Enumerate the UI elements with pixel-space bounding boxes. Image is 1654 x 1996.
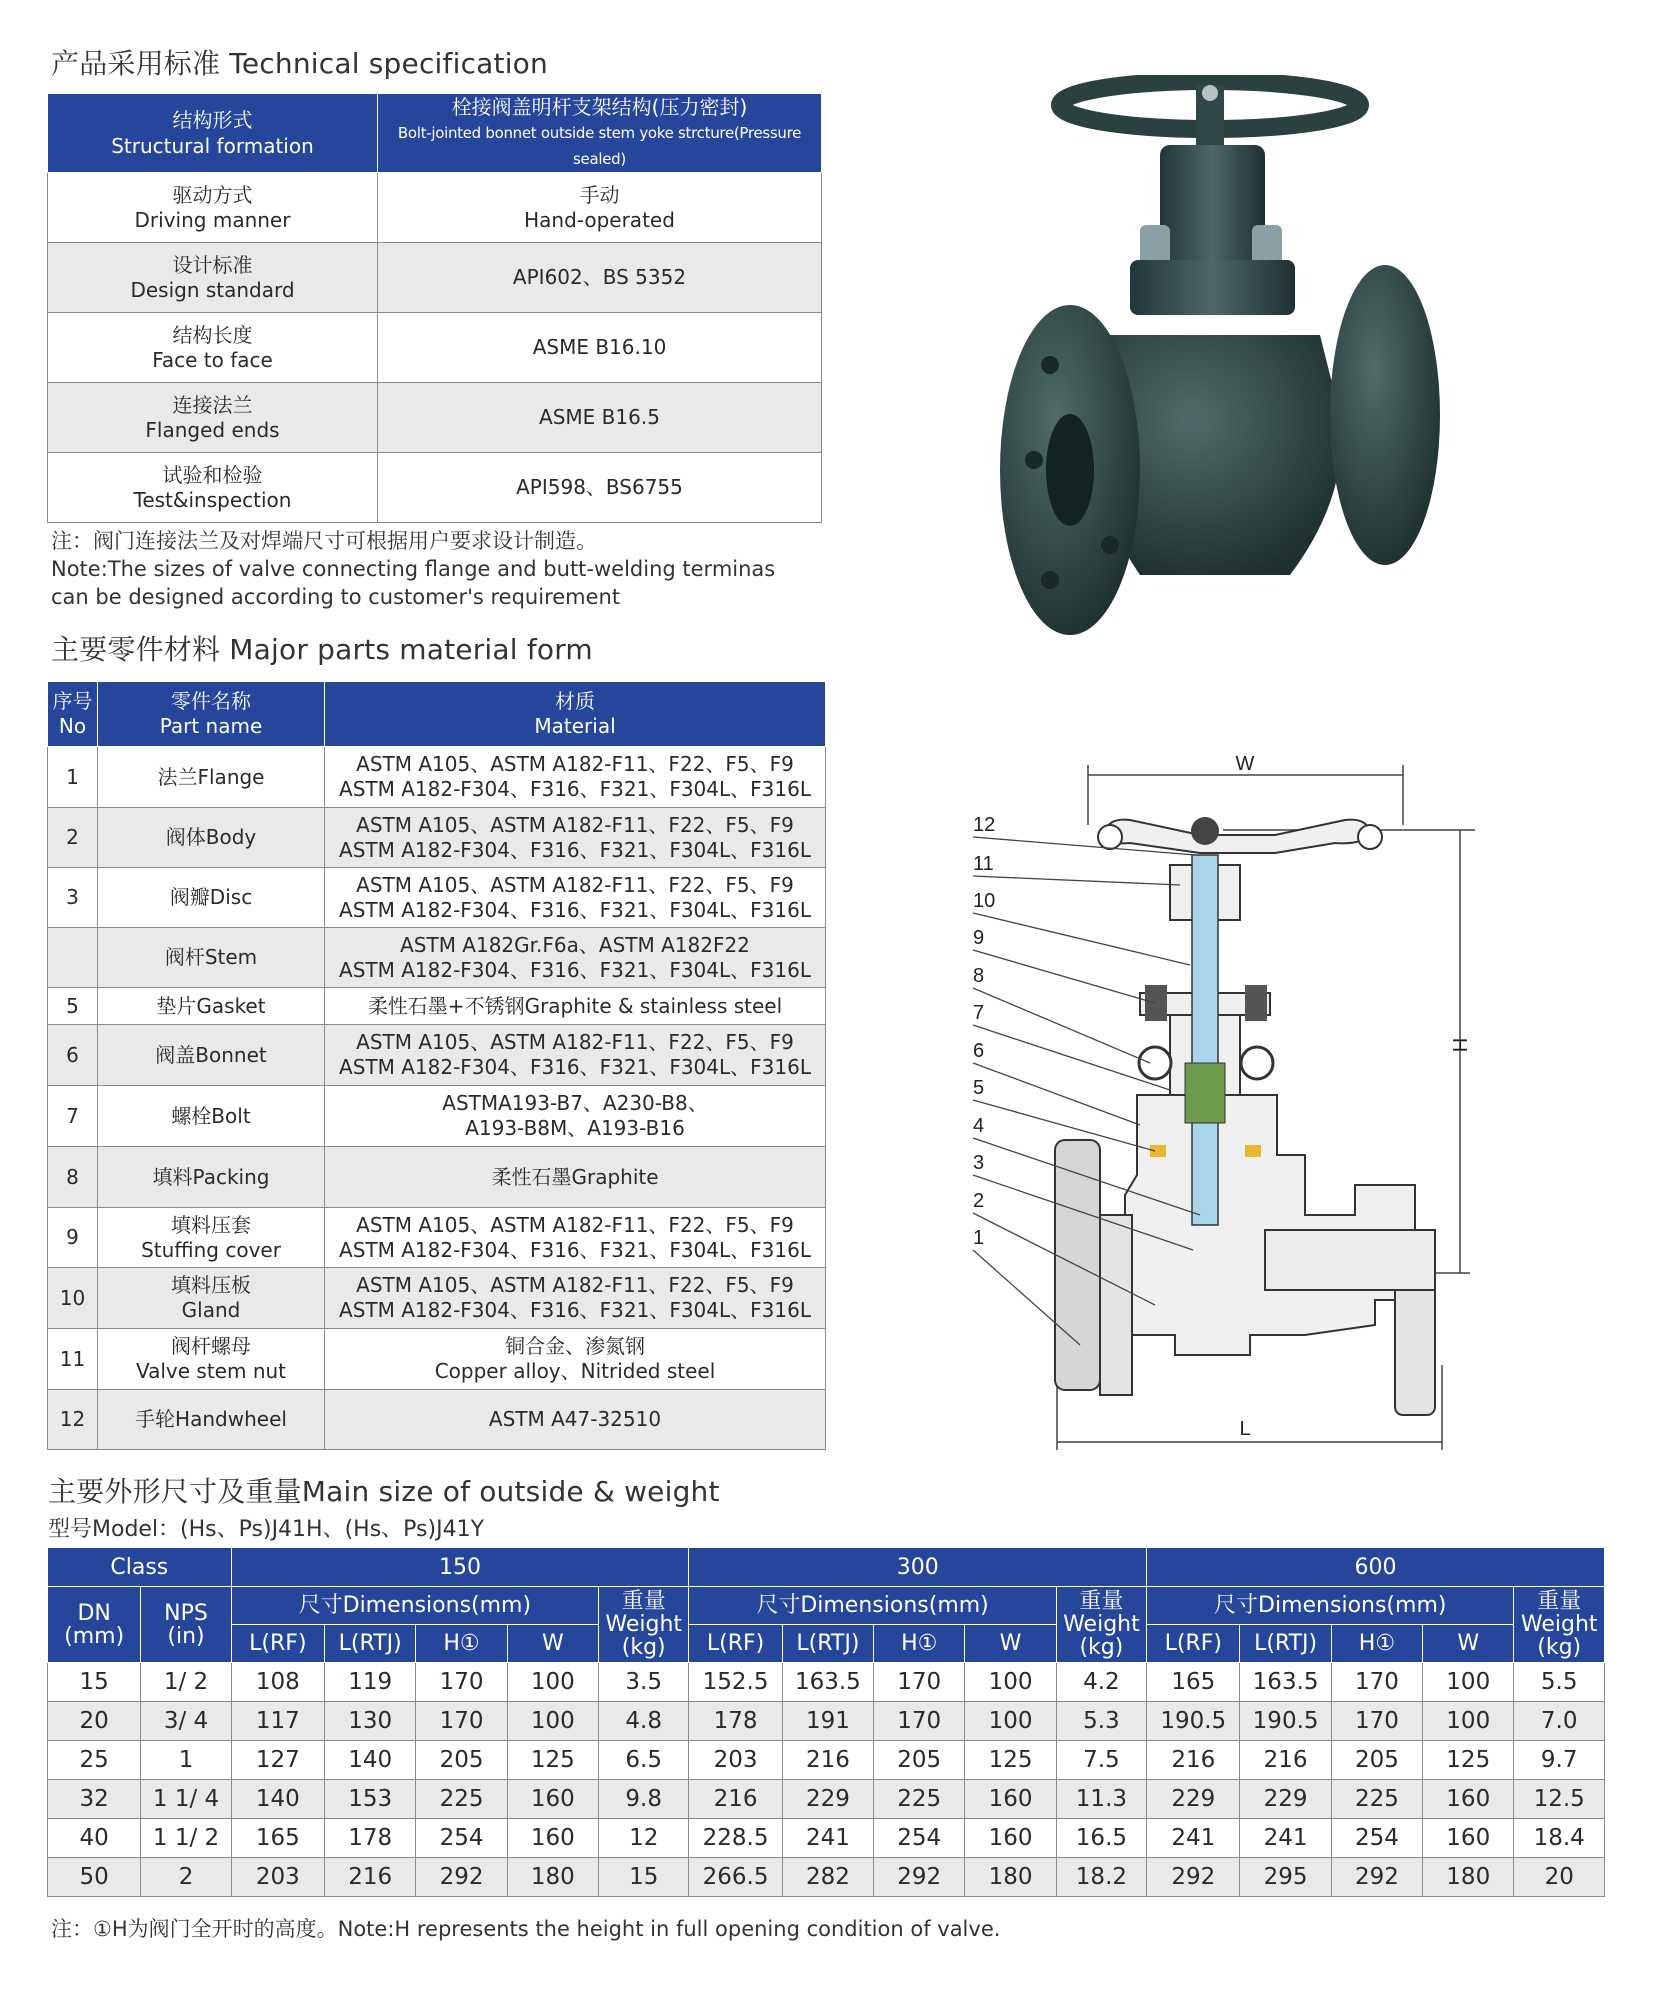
table-cell: 20 bbox=[1514, 1858, 1605, 1897]
spec-header-left bbox=[48, 94, 378, 173]
table-cell: 119 bbox=[325, 1663, 416, 1702]
eyebolt-right bbox=[1241, 1047, 1273, 1079]
dim-w-label: W bbox=[1235, 753, 1255, 775]
table-cell: 18.2 bbox=[1056, 1858, 1146, 1897]
note-cn: 注：阀门连接法兰及对焊端尺寸可根据用户要求设计制造。 bbox=[51, 529, 597, 553]
dn-unit: (mm) bbox=[64, 1623, 125, 1649]
table-cell: 130 bbox=[325, 1702, 416, 1741]
weight-en: Weight bbox=[1063, 1612, 1140, 1637]
part-name: 阀盖Bonnet bbox=[155, 1042, 267, 1067]
table-cell: 160 bbox=[965, 1819, 1056, 1858]
weight-cn: 重量 bbox=[621, 1589, 666, 1614]
table-row bbox=[48, 1741, 1605, 1780]
weight-en: Weight bbox=[605, 1612, 683, 1637]
header-no-cn: 序号 bbox=[52, 689, 93, 713]
class-label: Class bbox=[48, 1548, 232, 1587]
class-150: 150 bbox=[231, 1548, 689, 1587]
table-cell: 178 bbox=[689, 1702, 782, 1741]
material-line1: ASTM A105、ASTM A182-F11、F22、F5、F9 bbox=[356, 872, 794, 897]
part-name-en: Gland bbox=[181, 1298, 241, 1322]
table-cell: 40 bbox=[48, 1819, 141, 1858]
bolt-hole bbox=[1041, 356, 1059, 374]
handwheel-rim-right bbox=[1358, 825, 1382, 849]
material-line1: ASTM A105、ASTM A182-F11、F22、F5、F9 bbox=[356, 1212, 794, 1237]
table-cell: 18.4 bbox=[1514, 1819, 1605, 1858]
dim-h-label: H bbox=[1448, 1037, 1470, 1053]
table-row bbox=[48, 1663, 1605, 1702]
material-line2: ASTM A182-F304、F316、F321、F304L、F316L bbox=[339, 777, 811, 801]
bolt-hole bbox=[1101, 536, 1119, 554]
table-cell: 140 bbox=[231, 1780, 324, 1819]
class-600: 600 bbox=[1147, 1548, 1605, 1587]
weight-en: Weight bbox=[1520, 1612, 1598, 1637]
header-cn: 栓接阀盖明杆支架结构(压力密封) bbox=[451, 95, 748, 119]
part-no: 3 bbox=[48, 868, 98, 928]
table-cell: 254 bbox=[416, 1819, 507, 1858]
table-cell: 205 bbox=[874, 1741, 965, 1780]
table-cell: 170 bbox=[874, 1702, 965, 1741]
table-cell: 100 bbox=[965, 1702, 1056, 1741]
table-cell: 152.5 bbox=[689, 1663, 782, 1702]
col-h: H① bbox=[874, 1625, 965, 1663]
material-line1: ASTM A105、ASTM A182-F11、F22、F5、F9 bbox=[356, 1030, 794, 1054]
table-cell: 32 bbox=[48, 1780, 141, 1819]
material-line2: ASTM A182-F304、F316、F321、F304L、F316L bbox=[339, 1055, 811, 1079]
col-h: H① bbox=[1331, 1625, 1422, 1663]
flange-right bbox=[1330, 265, 1440, 565]
callout-6: 6 bbox=[973, 1040, 985, 1062]
table-cell: 254 bbox=[1331, 1819, 1422, 1858]
table-cell: 1/ 2 bbox=[141, 1663, 231, 1702]
part-no: 2 bbox=[48, 808, 98, 868]
col-l-rtj: L(RTJ) bbox=[325, 1625, 416, 1663]
spec-header-right bbox=[378, 94, 822, 173]
spec-row bbox=[48, 313, 822, 383]
material-line1: 柔性石墨+不锈钢Graphite & stainless steel bbox=[367, 993, 783, 1018]
part-no: 8 bbox=[48, 1147, 98, 1208]
material-line1: ASTM A105、ASTM A182-F11、F22、F5、F9 bbox=[356, 752, 794, 776]
material-line1: ASTMA193-B7、A230-B8、 bbox=[442, 1091, 708, 1115]
table-cell: 12 bbox=[599, 1819, 689, 1858]
col-h: H① bbox=[416, 1625, 507, 1663]
table-cell: 4.8 bbox=[599, 1702, 689, 1741]
part-name: 螺栓Bolt bbox=[171, 1103, 251, 1128]
table-cell: 216 bbox=[1240, 1741, 1331, 1780]
parts-title: 主要零件材料 Major parts material form bbox=[51, 633, 593, 666]
table-cell: 4.2 bbox=[1056, 1663, 1146, 1702]
table-cell: 140 bbox=[325, 1741, 416, 1780]
callout-8: 8 bbox=[973, 965, 985, 987]
table-cell: 100 bbox=[1423, 1702, 1514, 1741]
part-no: 7 bbox=[48, 1086, 98, 1147]
material-line2: ASTM A182-F304、F316、F321、F304L、F316L bbox=[339, 837, 811, 862]
table-cell: 241 bbox=[1240, 1819, 1331, 1858]
spec-row bbox=[48, 243, 822, 313]
row-label-en: Driving manner bbox=[134, 207, 291, 232]
table-cell: 203 bbox=[231, 1858, 324, 1897]
row-label-cn: 结构长度 bbox=[172, 322, 253, 347]
yoke bbox=[1160, 145, 1265, 265]
part-no bbox=[48, 928, 98, 988]
part-name: 法兰Flange bbox=[157, 764, 265, 789]
row-label-en: Test&inspection bbox=[133, 487, 292, 512]
table-cell: 117 bbox=[231, 1702, 324, 1741]
table-cell: 229 bbox=[1147, 1780, 1240, 1819]
dims-header-col-row bbox=[48, 1625, 1605, 1663]
table-cell: 125 bbox=[965, 1741, 1056, 1780]
eyebolt-left bbox=[1139, 1047, 1171, 1079]
table-cell: 100 bbox=[507, 1702, 598, 1741]
table-cell: 100 bbox=[1423, 1663, 1514, 1702]
weight-unit: (kg) bbox=[1537, 1635, 1582, 1660]
parts-row bbox=[48, 928, 826, 988]
table-cell: 292 bbox=[1147, 1858, 1240, 1897]
table-cell: 225 bbox=[416, 1780, 507, 1819]
dims-footnote: 注：①H为阀门全开时的高度。Note:H represents the height in full opening condition of valve. bbox=[51, 1917, 1001, 1941]
table-cell: 1 1/ 2 bbox=[141, 1819, 231, 1858]
material-line1: ASTM A47-32510 bbox=[488, 1407, 662, 1431]
dimensions-label: 尺寸Dimensions(mm) bbox=[1147, 1587, 1514, 1625]
header-cn: 结构形式 bbox=[172, 108, 253, 132]
table-cell: 225 bbox=[1331, 1780, 1422, 1819]
table-cell: 15 bbox=[48, 1663, 141, 1702]
table-cell: 127 bbox=[231, 1741, 324, 1780]
parts-row bbox=[48, 747, 826, 808]
col-w: W bbox=[1423, 1625, 1514, 1663]
callout-10: 10 bbox=[973, 890, 996, 912]
part-no: 5 bbox=[48, 988, 98, 1025]
parts-row bbox=[48, 1268, 826, 1329]
table-cell: 216 bbox=[689, 1780, 782, 1819]
table-cell: 160 bbox=[507, 1819, 598, 1858]
row-value: 手动 bbox=[579, 182, 620, 207]
material-line1: 柔性石墨Graphite bbox=[491, 1164, 659, 1189]
parts-row bbox=[48, 1086, 826, 1147]
table-row bbox=[48, 1858, 1605, 1897]
part-no: 1 bbox=[48, 747, 98, 808]
table-cell: 205 bbox=[416, 1741, 507, 1780]
col-w: W bbox=[965, 1625, 1056, 1663]
dn-label: DN bbox=[77, 1600, 111, 1626]
header-en: Structural formation bbox=[111, 134, 314, 158]
part-name-en: Stuffing cover bbox=[141, 1237, 281, 1262]
part-name-en: Valve stem nut bbox=[135, 1359, 287, 1383]
row-label-en: Face to face bbox=[152, 347, 273, 372]
part-no: 12 bbox=[48, 1390, 98, 1450]
col-l-rtj: L(RTJ) bbox=[1240, 1625, 1331, 1663]
parts-row bbox=[48, 1208, 826, 1268]
table-cell: 100 bbox=[507, 1663, 598, 1702]
table-cell: 170 bbox=[874, 1663, 965, 1702]
material-line2: Copper alloy、Nitrided steel bbox=[434, 1359, 716, 1383]
parts-row bbox=[48, 808, 826, 868]
part-name: 阀杆螺母 bbox=[171, 1334, 251, 1358]
stem bbox=[1192, 855, 1218, 1225]
gasket-right bbox=[1245, 1145, 1261, 1157]
table-cell: 100 bbox=[965, 1663, 1056, 1702]
table-cell: 15 bbox=[599, 1858, 689, 1897]
row-value: API602、BS 5352 bbox=[512, 265, 687, 289]
dims-model: 型号Model：(Hs、Ps)J41H、(Hs、Ps)J41Y bbox=[48, 1517, 485, 1542]
table-cell: 295 bbox=[1240, 1858, 1331, 1897]
handwheel bbox=[1060, 81, 1360, 145]
part-name: 填料压板 bbox=[171, 1273, 251, 1297]
material-line1: 铜合金、渗氮钢 bbox=[505, 1334, 645, 1358]
stem-nut bbox=[1191, 817, 1219, 845]
table-cell: 165 bbox=[231, 1819, 324, 1858]
weight-unit: (kg) bbox=[1079, 1635, 1124, 1660]
table-cell: 254 bbox=[874, 1819, 965, 1858]
part-name: 阀体Body bbox=[165, 825, 257, 849]
valve-photo bbox=[990, 75, 1470, 675]
weight-cn: 重量 bbox=[1537, 1589, 1582, 1614]
table-cell: 229 bbox=[1240, 1780, 1331, 1819]
dims-header-class-row bbox=[48, 1548, 1605, 1587]
dimensions-label: 尺寸Dimensions(mm) bbox=[689, 1587, 1056, 1625]
table-cell: 50 bbox=[48, 1858, 141, 1897]
table-cell: 160 bbox=[507, 1780, 598, 1819]
table-cell: 125 bbox=[1423, 1741, 1514, 1780]
material-line1: ASTM A105、ASTM A182-F11、F22、F5、F9 bbox=[356, 812, 794, 837]
table-cell: 180 bbox=[965, 1858, 1056, 1897]
header-part-en: Part name bbox=[159, 714, 263, 738]
table-cell: 11.3 bbox=[1056, 1780, 1146, 1819]
callout-3: 3 bbox=[973, 1152, 985, 1174]
table-cell: 170 bbox=[416, 1663, 507, 1702]
bolt-left bbox=[1140, 225, 1170, 265]
row-value-en: Hand-operated bbox=[524, 207, 675, 232]
parts-row bbox=[48, 1147, 826, 1208]
callout-7: 7 bbox=[973, 1002, 985, 1024]
row-label-cn: 试验和检验 bbox=[162, 462, 263, 487]
table-cell: 292 bbox=[874, 1858, 965, 1897]
table-cell: 170 bbox=[416, 1702, 507, 1741]
part-name: 手轮Handwheel bbox=[135, 1407, 287, 1431]
table-row bbox=[48, 1819, 1605, 1858]
table-cell: 3.5 bbox=[599, 1663, 689, 1702]
material-line2: ASTM A182-F304、F316、F321、F304L、F316L bbox=[339, 1298, 811, 1322]
table-cell: 163.5 bbox=[782, 1663, 873, 1702]
part-name: 垫片Gasket bbox=[156, 993, 266, 1018]
parts-row bbox=[48, 1329, 826, 1390]
header-no-en: No bbox=[58, 714, 87, 738]
row-label-cn: 驱动方式 bbox=[172, 182, 253, 207]
table-cell: 191 bbox=[782, 1702, 873, 1741]
note-en-line1: Note:The sizes of valve connecting flange and butt-welding terminas bbox=[51, 557, 776, 581]
parts-header-row bbox=[48, 682, 826, 747]
bolt-nut-right bbox=[1245, 985, 1267, 1021]
table-cell: 266.5 bbox=[689, 1858, 782, 1897]
col-l-rtj: L(RTJ) bbox=[782, 1625, 873, 1663]
material-line2: ASTM A182-F304、F316、F321、F304L、F316L bbox=[339, 897, 811, 922]
valve-section bbox=[1055, 820, 1435, 1415]
table-cell: 178 bbox=[325, 1819, 416, 1858]
table-cell: 216 bbox=[782, 1741, 873, 1780]
table-cell: 3/ 4 bbox=[141, 1702, 231, 1741]
class-300: 300 bbox=[689, 1548, 1147, 1587]
table-cell: 9.8 bbox=[599, 1780, 689, 1819]
table-cell: 9.7 bbox=[1514, 1741, 1605, 1780]
col-w: W bbox=[507, 1625, 598, 1663]
spec-row bbox=[48, 383, 822, 453]
spec-row bbox=[48, 453, 822, 523]
table-cell: 190.5 bbox=[1147, 1702, 1240, 1741]
spec-row bbox=[48, 173, 822, 243]
table-cell: 292 bbox=[416, 1858, 507, 1897]
table-cell: 292 bbox=[1331, 1858, 1422, 1897]
table-cell: 12.5 bbox=[1514, 1780, 1605, 1819]
spec-title: 产品采用标准 Technical specification bbox=[51, 47, 548, 80]
spec-table bbox=[47, 93, 822, 523]
parts-row bbox=[48, 1025, 826, 1086]
row-value: ASME B16.5 bbox=[539, 405, 660, 429]
callout-11: 11 bbox=[973, 853, 994, 875]
bonnet bbox=[1130, 260, 1295, 315]
table-cell: 160 bbox=[1423, 1780, 1514, 1819]
table-cell: 180 bbox=[507, 1858, 598, 1897]
dims-title: 主要外形尺寸及重量Main size of outside & weight bbox=[48, 1475, 720, 1508]
table-cell: 190.5 bbox=[1240, 1702, 1331, 1741]
table-cell: 2 bbox=[141, 1858, 231, 1897]
table-cell: 229 bbox=[782, 1780, 873, 1819]
table-cell: 153 bbox=[325, 1780, 416, 1819]
table-cell: 160 bbox=[965, 1780, 1056, 1819]
table-cell: 25 bbox=[48, 1741, 141, 1780]
nps-label: NPS bbox=[164, 1600, 208, 1626]
bolt-nut-left bbox=[1145, 985, 1167, 1021]
table-cell: 20 bbox=[48, 1702, 141, 1741]
row-label-en: Design standard bbox=[130, 277, 295, 302]
header-material-en: Material bbox=[534, 714, 616, 738]
sectional-drawing bbox=[955, 745, 1475, 1465]
dims-header-group-row bbox=[48, 1587, 1605, 1625]
part-name: 阀瓣Disc bbox=[169, 885, 253, 909]
nps-unit: (in) bbox=[167, 1623, 205, 1649]
material-line2: A193-B8M、A193-B16 bbox=[465, 1116, 685, 1140]
spec-header-row bbox=[48, 94, 822, 173]
table-row bbox=[48, 1780, 1605, 1819]
parts-row bbox=[48, 868, 826, 928]
parts-table bbox=[47, 681, 826, 1450]
dimensions-label: 尺寸Dimensions(mm) bbox=[231, 1587, 598, 1625]
bolt-right bbox=[1252, 225, 1282, 265]
table-cell: 160 bbox=[1423, 1819, 1514, 1858]
dim-l-label: L bbox=[1239, 1418, 1251, 1440]
table-cell: 216 bbox=[1147, 1741, 1240, 1780]
material-line1: ASTM A182Gr.F6a、ASTM A182F22 bbox=[400, 932, 750, 957]
part-name: 填料压套 bbox=[171, 1212, 251, 1237]
header-en: Bolt-jointed bonnet outside stem yoke strcture(Pressure sealed) bbox=[397, 124, 802, 168]
table-cell: 5.3 bbox=[1056, 1702, 1146, 1741]
table-cell: 225 bbox=[874, 1780, 965, 1819]
col-l-rf: L(RF) bbox=[231, 1625, 324, 1663]
weight-cn: 重量 bbox=[1079, 1589, 1124, 1614]
row-value: ASME B16.10 bbox=[532, 335, 667, 359]
row-label-cn: 设计标准 bbox=[172, 252, 253, 277]
col-l-rf: L(RF) bbox=[689, 1625, 782, 1663]
dims-table bbox=[47, 1547, 1605, 1897]
part-no: 10 bbox=[48, 1268, 98, 1329]
callout-5: 5 bbox=[973, 1077, 985, 1099]
table-cell: 7.0 bbox=[1514, 1702, 1605, 1741]
row-value: API598、BS6755 bbox=[516, 475, 683, 499]
part-no: 9 bbox=[48, 1208, 98, 1268]
table-cell: 165 bbox=[1147, 1663, 1240, 1702]
parts-row bbox=[48, 988, 826, 1025]
table-row bbox=[48, 1702, 1605, 1741]
table-cell: 16.5 bbox=[1056, 1819, 1146, 1858]
table-cell: 125 bbox=[507, 1741, 598, 1780]
table-cell: 170 bbox=[1331, 1663, 1422, 1702]
table-cell: 203 bbox=[689, 1741, 782, 1780]
callout-12: 12 bbox=[973, 814, 996, 836]
material-line2: ASTM A182-F304、F316、F321、F304L、F316L bbox=[339, 1237, 811, 1262]
table-cell: 228.5 bbox=[689, 1819, 782, 1858]
part-name: 阀杆Stem bbox=[164, 945, 258, 969]
table-cell: 216 bbox=[325, 1858, 416, 1897]
header-part-cn: 零件名称 bbox=[171, 689, 251, 713]
table-cell: 163.5 bbox=[1240, 1663, 1331, 1702]
part-no: 6 bbox=[48, 1025, 98, 1086]
table-cell: 108 bbox=[231, 1663, 324, 1702]
callout-4: 4 bbox=[973, 1115, 985, 1137]
callout-9: 9 bbox=[973, 927, 985, 949]
material-line1: ASTM A105、ASTM A182-F11、F22、F5、F9 bbox=[356, 1273, 794, 1297]
flange-bore bbox=[1046, 414, 1094, 526]
col-l-rf: L(RF) bbox=[1147, 1625, 1240, 1663]
weight-unit: (kg) bbox=[621, 1635, 666, 1660]
handwheel-rim-left bbox=[1098, 825, 1122, 849]
gasket-left bbox=[1150, 1145, 1166, 1157]
part-name: 填料Packing bbox=[152, 1164, 270, 1189]
parts-row bbox=[48, 1390, 826, 1450]
header-material-cn: 材质 bbox=[555, 689, 595, 713]
table-cell: 5.5 bbox=[1514, 1663, 1605, 1702]
bolt-hole bbox=[1041, 571, 1059, 589]
table-cell: 1 bbox=[141, 1741, 231, 1780]
part-no: 11 bbox=[48, 1329, 98, 1390]
table-cell: 241 bbox=[782, 1819, 873, 1858]
table-cell: 170 bbox=[1331, 1702, 1422, 1741]
table-cell: 282 bbox=[782, 1858, 873, 1897]
material-line2: ASTM A182-F304、F316、F321、F304L、F316L bbox=[339, 957, 811, 982]
table-cell: 180 bbox=[1423, 1858, 1514, 1897]
note-en-line2: can be designed according to customer's requirement bbox=[51, 585, 621, 609]
bolt-hole bbox=[1025, 451, 1043, 469]
dims-body bbox=[48, 1663, 1605, 1897]
table-cell: 1 1/ 4 bbox=[141, 1780, 231, 1819]
table-cell: 6.5 bbox=[599, 1741, 689, 1780]
table-cell: 7.5 bbox=[1056, 1741, 1146, 1780]
row-label-cn: 连接法兰 bbox=[172, 392, 253, 417]
callout-2: 2 bbox=[973, 1190, 985, 1212]
spec-note bbox=[51, 527, 811, 611]
row-label-en: Flanged ends bbox=[145, 417, 280, 442]
packing bbox=[1185, 1063, 1225, 1123]
callout-1: 1 bbox=[973, 1227, 985, 1249]
table-cell: 241 bbox=[1147, 1819, 1240, 1858]
table-cell: 205 bbox=[1331, 1741, 1422, 1780]
